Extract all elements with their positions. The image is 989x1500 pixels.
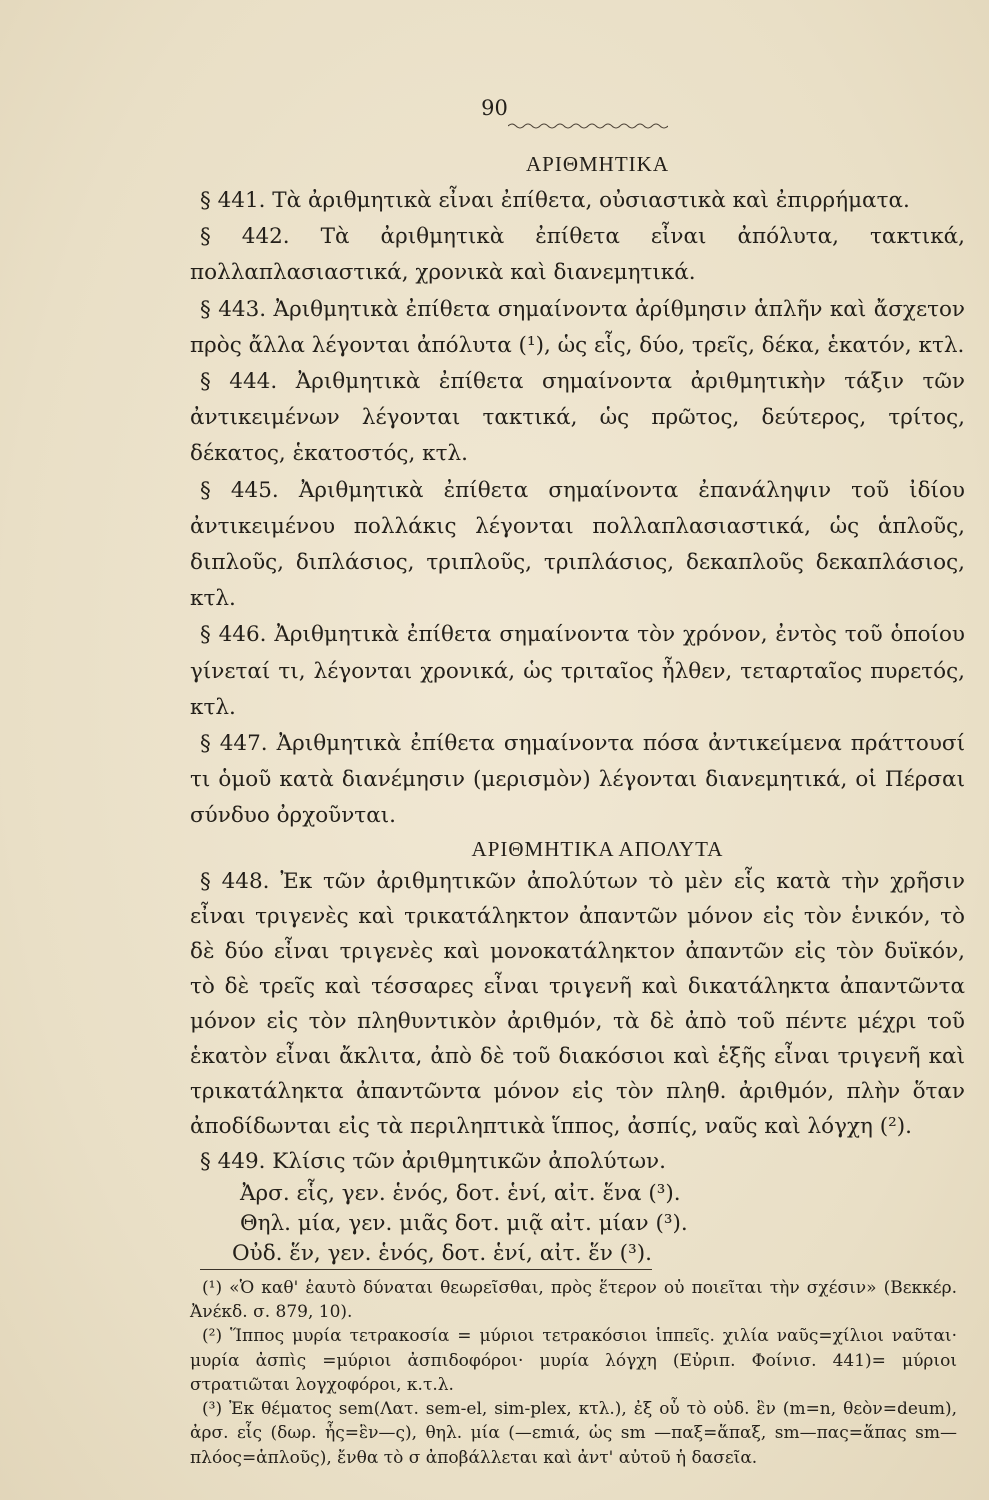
paragraph-447: § 447. Ἀριθμητικὰ ἐπίθετα σημαίνοντα πόσα ἀντικείμενα πράττουσί τι ὁμοῦ κατὰ διανέμησιν (μερισμὸν) λέγονται διανεμητικά, οἱ Πέρσαι σύνδυο ὀρχοῦνται. (190, 731, 965, 829)
paragraph-441: § 441. Τὰ ἀριθμητικὰ εἶναι ἐπίθετα, οὐσιαστικὰ καὶ ἐπιρρήματα. (200, 188, 910, 213)
inflection-row-feminine: Θηλ. μία, γεν. μιᾶς δοτ. μιᾷ αἰτ. μίαν (³). (240, 1210, 688, 1236)
inflection-table (232, 1179, 965, 1270)
footnote-1: (¹) «Ὁ καθ' ἑαυτὸ δύναται θεωρεῖσθαι, πρὸς ἕτερον οὐ ποιεῖται τὴν σχέσιν» (Βεκκέρ. Ἀνέκδ. σ. 879, 10). (190, 1277, 957, 1322)
paragraph-449: § 449. Κλίσις τῶν ἀριθμητικῶν ἀπολύτων. (200, 1148, 666, 1174)
paragraph-448: § 448. Ἐκ τῶν ἀριθμητικῶν ἀπολύτων τὸ μὲν εἷς κατὰ τὴν χρῆσιν εἶναι τριγενὲς καὶ τρικατάληκτον ἀπαντῶν μόνον εἰς τὸν ἑνικόν, τὸ δὲ δύο εἶναι τριγενὲς καὶ μονοκατάληκτον ἀπαντῶν εἰς τὸν δυϊκόν, τὸ δὲ τρεῖς καὶ τέσσαρες εἶναι τριγενῆ καὶ δικατάληκτα ἀπαντῶντα μόνον εἰς τὸν πληθυντικὸν ἀριθμόν, τὰ δὲ ἀπὸ τοῦ πέντε μέχρι τοῦ ἑκατὸν εἶναι ἄκλιτα, ἀπὸ δὲ τοῦ διακόσιοι καὶ ἑξῆς εἶναι τριγενῆ καὶ τρικατάληκτα ἀπαντῶντα μόνον εἰς τὸν πληθ. ἀριθμόν, πλὴν ὅταν ἀποδίδωνται εἰς τὰ περιληπτικὰ ἵππος, ἀσπίς, ναῦς καὶ λόγχη (²). (190, 868, 965, 1139)
page-body (190, 148, 965, 1470)
page-number: 90 (481, 96, 508, 120)
footnote-3: (³) Ἐκ θέματος sem(Λατ. sem-el, sim-plex, κτλ.), ἐξ οὗ τὸ οὐδ. ἓν (m=n, θεὸν=deum), ἀρσ. εἷς (δωρ. ἧς=ἓν—ς), θηλ. μία (—εmιά, ὡς sm —παξ=ἅπαξ, sm—πας=ἅπας sm—πλόος=ἁπλοῦς), ἔνθα τὸ σ ἀποβάλλεται καὶ ἀντ' αὐτοῦ ἡ δασεῖα. (190, 1399, 957, 1468)
paragraph-444: § 444. Ἀριθμητικὰ ἐπίθετα σημαίνοντα ἀριθμητικὴν τάξιν τῶν ἀντικειμένων λέγονται τακτικά, ὡς πρῶτος, δεύτερος, τρίτος, δέκατος, ἑκατοστός, κτλ. (190, 369, 965, 467)
inflection-row-masculine: Ἀρσ. εἷς, γεν. ἑνός, δοτ. ἑνί, αἰτ. ἕνα (³). (240, 1180, 681, 1206)
subsection-heading: ΑΡΙΘΜΗΤΙΚΑ ΑΠΟΛΥΤΑ (471, 836, 724, 861)
paragraph-446: § 446. Ἀριθμητικὰ ἐπίθετα σημαίνοντα τὸν χρόνον, ἐντὸς τοῦ ὁποίου γίνεταί τι, λέγονται χρονικά, ὡς τριταῖος ἦλθεν, τεταρταῖος πυρετός, κτλ. (190, 622, 965, 720)
paragraph-443: § 443. Ἀριθμητικὰ ἐπίθετα σημαίνοντα ἀρίθμησιν ἁπλῆν καὶ ἄσχετον πρὸς ἄλλα λέγονται ἀπόλυτα (¹), ὡς εἷς, δύο, τρεῖς, δέκα, ἑκατόν, κτλ. (190, 296, 965, 358)
paragraph-445: § 445. Ἀριθμητικὰ ἐπίθετα σημαίνοντα ἐπανάληψιν τοῦ ἰδίου ἀντικειμένου πολλάκις λέγονται πολλαπλασιαστικά, ὡς ἁπλοῦς, διπλοῦς, διπλάσιος, τριπλοῦς, τριπλάσιος, δεκαπλοῦς δεκαπλάσιος, κτλ. (190, 477, 965, 612)
paragraph-442: § 442. Τὰ ἀριθμητικὰ ἐπίθετα εἶναι ἀπόλυτα, τακτικά, πολλαπλασιαστικά, χρονικὰ καὶ διανεμητικά. (190, 224, 965, 286)
inflection-row-neuter: Οὐδ. ἕν, γεν. ἑνός, δοτ. ἑνί, αἰτ. ἕν (³). (200, 1239, 652, 1270)
section-heading: ΑΡΙΘΜΗΤΙΚΑ (526, 152, 669, 176)
footnote-2: (²) Ἵππος μυρία τετρακοσία = μύριοι τετρακόσιοι ἱππεῖς. χιλία ναῦς=χίλιοι ναῦται· μυρία ἀσπὶς =μύριοι ἀσπιδοφόροι· μυρία λόγχη (Εὐριπ. Φοίνισ. 441)= μύριοι στρατιῶται λογχοφόροι, κ.τ.λ. (190, 1326, 957, 1395)
decorative-rule (508, 122, 668, 130)
